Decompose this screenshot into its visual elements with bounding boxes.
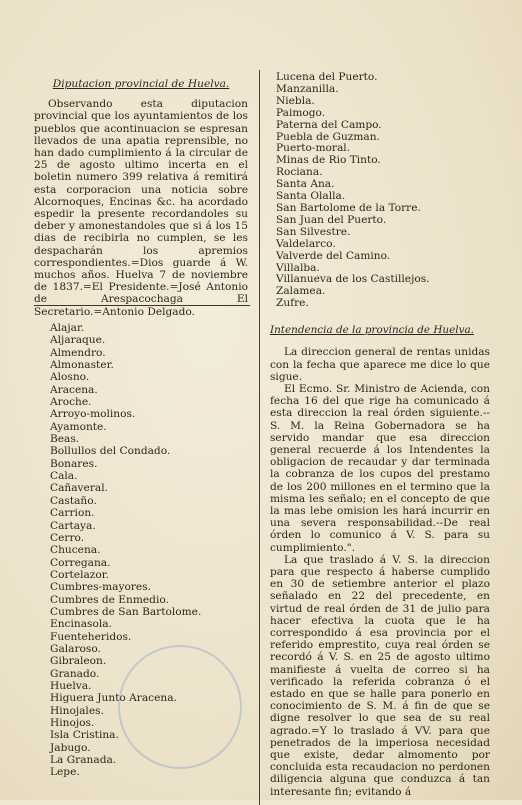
town-item: San Juan del Puerto. (276, 213, 387, 226)
town-item: Minas de Rio Tinto. (276, 154, 381, 167)
town-item: Puerto-moral. (276, 142, 351, 155)
section-heading-diputacion: Diputacion provincial de Huelva. (52, 78, 230, 90)
town-item: Cartaya. (50, 519, 96, 532)
town-item: Cañaveral. (50, 482, 108, 495)
town-item: Chucena. (50, 544, 101, 557)
diputacion-notice: Observando esta diputacion provincial que los ayuntamientos de los pueblos que acontinuacion se espresan llevados de una apatia reprensible, no han dado cumplimiento á la circular de 25 de agosto ultimo incerta en el boletin numero 399 relativa á remitirá esta corporacion una noticia sobre Alcornoques, Encinas &c. ha acordado espedir la presente recordandoles su deber y amonestandoles que si á los 15 dias de recibirla no cumplen, se les despacharán los apremios correspondientes.=Dios guarde á W. muchos años. Huelva 7 de noviembre de 1837.=El Presidente.=José Antonio de Arespacochaga El Secretario.=Antonio Delgado. (34, 98, 248, 318)
town-item: Huelva. (50, 679, 92, 692)
town-item: Galaroso. (50, 642, 101, 655)
town-item: Alosno. (50, 371, 90, 384)
right-column (270, 72, 490, 798)
town-item: Corregana. (50, 556, 111, 569)
town-item: Cala. (50, 470, 78, 483)
intendencia-transfer: La que traslado á V. S. la direccion para que respecto á haberse cumplido en 30 de setiembre anterior el plazo señalado en 22 del precedente, en virtud de real órden de 31 de julio para hacer efectiva la cuota que le ha correspondido á esa provincia por el referido emprestito, cuya real órden se recordó á V. S. en 25 de agosto ultimo manifieste á vuelta de correo si ha verificado la referida cobranza ó el estado en que se halle para ponerlo en conocimiento de S. M. á fin de que se digne resolver lo que sea de su real agrado.=Y lo traslado á VV. para que penetrados de la imperiosa necesidad que existe, dedar almomento por concluida esta recaudacion no perdonen diligencia alguna que conduzca á tan interesante fin; evitando á (270, 553, 490, 798)
town-item: Rociana. (276, 166, 323, 179)
town-item: Cortelazor. (50, 568, 110, 581)
library-stamp-circle (118, 645, 242, 769)
town-item: Villalba. (276, 261, 320, 274)
intendencia-order: El Ecmo. Sr. Ministro de Acienda, con fecha 16 del que rige ha comunicado á esta direccion la real órden siguiente.--S. M. la Reina Gobernadora se ha servido mandar que esa direccion general recuerde á los Intendentes la obligacion de recaudar y dar terminada la cobranza de los cupos del prestamo de los 200 millones en el termino que la misma les señalo; en el concepto de que la mas lebe omision les hará incurrir en una severa responsabilidad.--De real órden lo comunico á V. S. para su cumplimiento.". (270, 382, 490, 554)
town-item: Valverde del Camino. (276, 249, 391, 262)
town-item: Granado. (50, 667, 100, 680)
town-item: Manzanilla. (276, 82, 339, 95)
town-item: Aljaraque. (50, 334, 106, 347)
town-item: Beas. (50, 433, 80, 446)
town-item: Aroche. (50, 396, 92, 409)
town-item: Higuera Junto Aracena. (50, 692, 177, 705)
town-item: Lepe. (50, 766, 80, 779)
town-item: Zufre. (276, 297, 309, 310)
town-item: Hinojales. (50, 704, 104, 717)
town-item: San Silvestre. (276, 225, 351, 238)
town-item: Isla Cristina. (50, 729, 119, 742)
town-item: Hinojos. (50, 717, 95, 729)
town-item: Lucena del Puerto. (276, 71, 378, 83)
town-item: La Granada. (50, 754, 117, 767)
town-item: Paterna del Campo. (276, 118, 382, 131)
town-item: Encinasola. (50, 618, 112, 631)
town-item: Cerro. (50, 531, 85, 544)
town-item: Valdelarco. (276, 237, 336, 250)
town-item: Arroyo-molinos. (50, 408, 136, 421)
town-list-right (276, 72, 490, 310)
column-divider (259, 70, 260, 805)
town-item: Alajar. (50, 322, 85, 334)
town-item: Castaño. (50, 494, 97, 507)
town-item: Carrion. (50, 507, 95, 520)
town-item: Fuenteheridos. (50, 630, 132, 643)
horizontal-rule (34, 305, 250, 306)
town-item: Zalamea. (276, 285, 326, 298)
town-item: Almendro. (50, 346, 106, 359)
town-item: Ayamonte. (50, 420, 107, 433)
town-item: Cumbres de Enmedio. (50, 593, 169, 606)
left-column (34, 72, 248, 318)
section-heading-intendencia: Intendencia de la provincia de Huelva. (270, 324, 474, 337)
town-item: Santa Ana. (276, 178, 335, 191)
town-item: Almonaster. (50, 359, 114, 372)
town-item: San Bartolome de la Torre. (276, 201, 421, 214)
town-item: Villanueva de los Castillejos. (276, 273, 430, 286)
intendencia-intro: La direccion general de rentas unidas con la fecha que aparece me dice lo que sigue. (270, 346, 490, 383)
town-item: Jabugo. (50, 741, 91, 754)
town-item: Cumbres-mayores. (50, 581, 151, 594)
town-item: Puebla de Guzman. (276, 130, 380, 143)
town-item: Aracena. (50, 383, 98, 396)
town-item: Bollullos del Condado. (50, 445, 171, 458)
town-item: Cumbres de San Bartolome. (50, 605, 202, 618)
town-item: Bonares. (50, 457, 98, 470)
town-item: Gibraleon. (50, 655, 107, 668)
town-item: Niebla. (276, 94, 315, 107)
town-item: Santa Olalla. (276, 190, 346, 203)
town-item: Paimogo. (276, 106, 326, 119)
